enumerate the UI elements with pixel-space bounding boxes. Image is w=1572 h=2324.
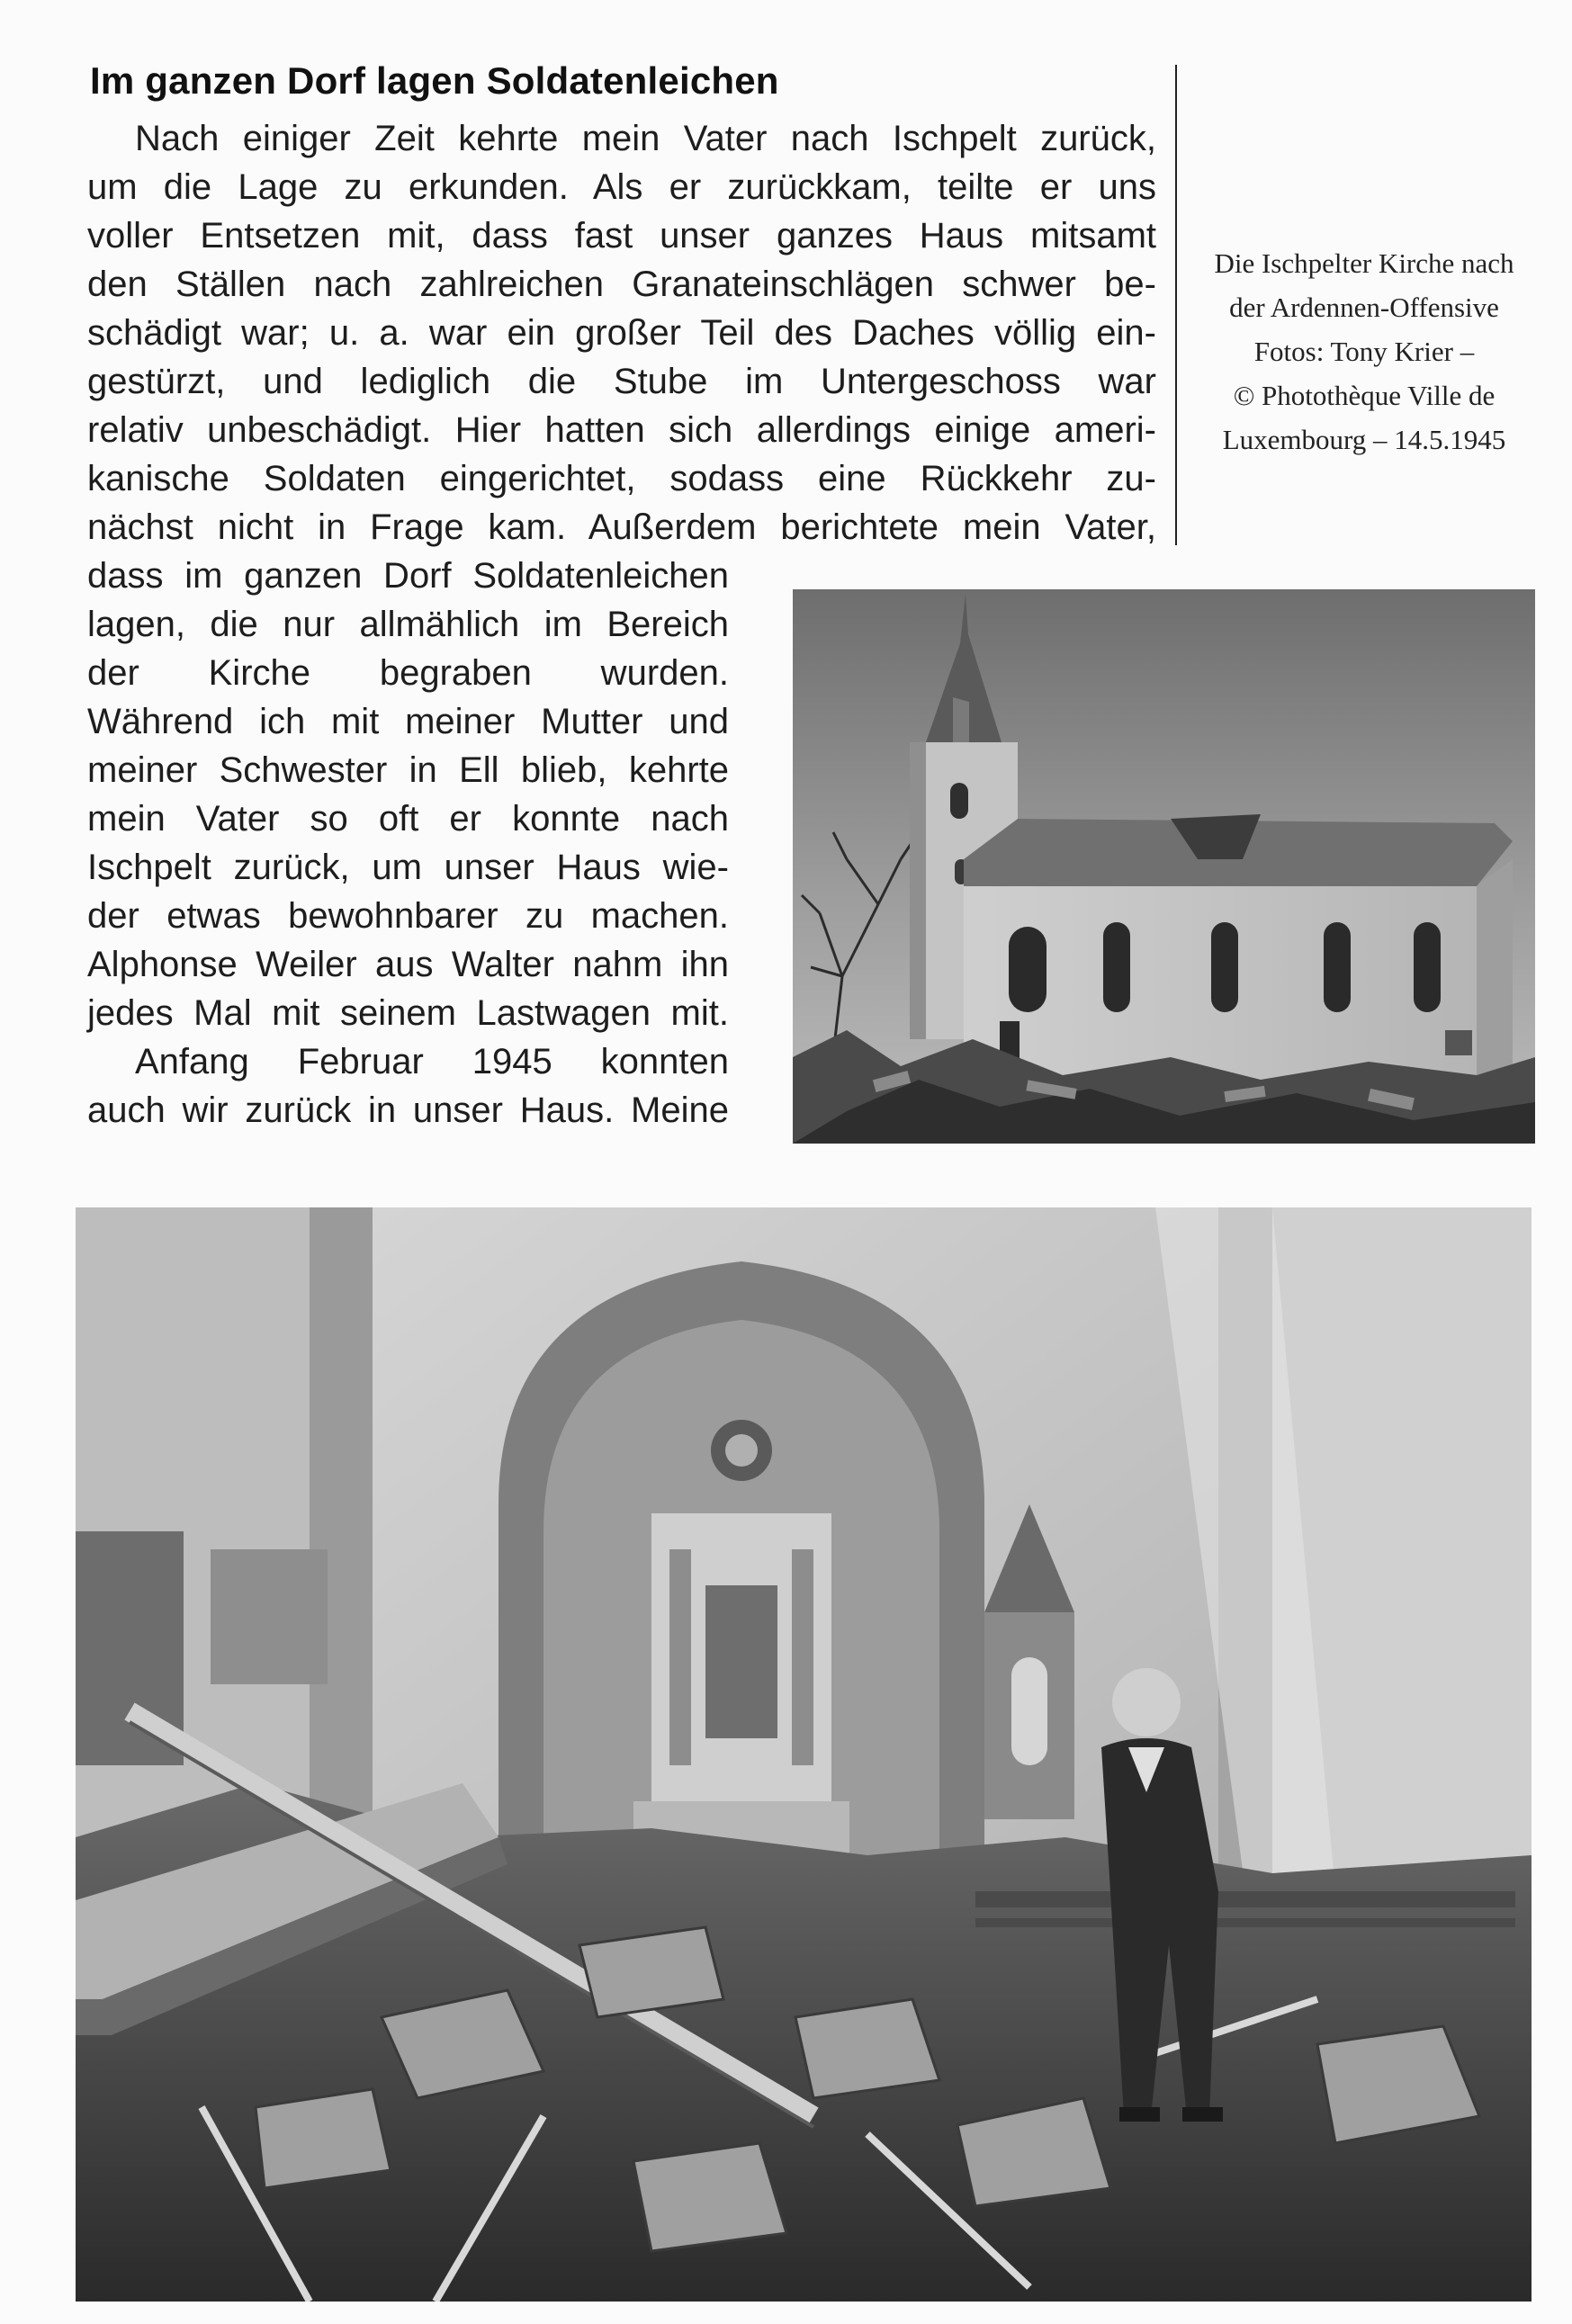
caption-line: © Photothèque Ville de	[1233, 380, 1496, 411]
body-line: lagen, die nur allmählich im Bereich	[87, 605, 729, 644]
body-line: Während ich mit meiner Mutter und	[87, 702, 729, 741]
article-heading: Im ganzen Dorf lagen Soldatenleichen	[90, 59, 779, 102]
photo-caption	[1202, 241, 1526, 462]
body-line: jedes Mal mit seinem Lastwagen mit.	[87, 993, 729, 1033]
caption-line: Luxembourg – 14.5.1945	[1222, 424, 1506, 455]
church-exterior-photo	[793, 589, 1535, 1144]
body-line: Nach einiger Zeit kehrte mein Vater nach Ischpelt zurück,	[135, 119, 1156, 158]
body-line: relativ unbeschädigt. Hier hatten sich allerdings einige ameri-	[87, 410, 1156, 450]
caption-line: der Ardennen-Offensive	[1229, 292, 1499, 323]
body-line: um die Lage zu erkunden. Als er zurückkam, teilte er uns	[87, 167, 1156, 207]
body-line: der Kirche begraben wurden.	[87, 653, 729, 693]
body-line: auch wir zurück in unser Haus. Meine	[87, 1090, 729, 1130]
body-line: Ischpelt zurück, um unser Haus wie-	[87, 848, 729, 887]
church-interior-photo	[76, 1207, 1532, 2302]
body-line: Anfang Februar 1945 konnten	[135, 1042, 729, 1081]
body-line: Alphonse Weiler aus Walter nahm ihn	[87, 945, 729, 984]
caption-divider	[1175, 65, 1177, 545]
body-line: den Ställen nach zahlreichen Granateinschlägen schwer be-	[87, 265, 1156, 304]
body-line: kanische Soldaten eingerichtet, sodass eine Rückkehr zu-	[87, 459, 1156, 498]
caption-line: Fotos: Tony Krier –	[1253, 336, 1475, 367]
body-line: schädigt war; u. a. war ein großer Teil des Daches völlig ein-	[87, 313, 1156, 353]
caption-line: Die Ischpelter Kirche nach	[1214, 247, 1514, 279]
body-line: voller Entsetzen mit, dass fast unser ganzes Haus mitsamt	[87, 216, 1156, 256]
body-line: der etwas bewohnbarer zu machen.	[87, 896, 729, 936]
body-line: dass im ganzen Dorf Soldatenleichen	[87, 556, 729, 596]
body-line: mein Vater so oft er konnte nach	[87, 799, 729, 839]
body-line: gestürzt, und lediglich die Stube im Untergeschoss war	[87, 362, 1156, 401]
body-line: meiner Schwester in Ell blieb, kehrte	[87, 750, 729, 790]
body-line: nächst nicht in Frage kam. Außerdem berichtete mein Vater,	[87, 507, 1156, 547]
